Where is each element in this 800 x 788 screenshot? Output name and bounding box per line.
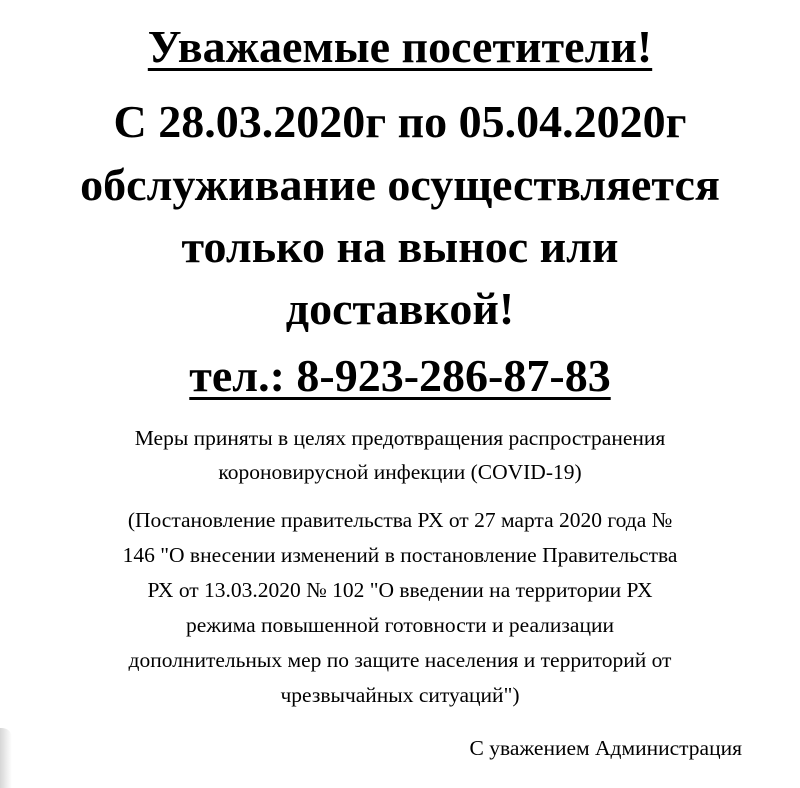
- headline-date-range: С 28.03.2020г по 05.04.2020г: [113, 96, 687, 147]
- decree-line-5: дополнительных мер по защите населения и территорий от: [128, 648, 672, 672]
- greeting-heading: Уважаемые посетители!: [147, 21, 653, 72]
- signature: С уважением Администрация: [469, 736, 742, 760]
- decree-line-1: (Постановление правительства РХ от 27 марта 2020 года №: [127, 508, 673, 532]
- decree-line-2: 146 "О внесении изменений в постановление Правительства: [122, 543, 678, 567]
- headline-line-4: доставкой!: [285, 283, 515, 334]
- decree-line-4: режима повышенной готовности и реализации: [186, 613, 614, 637]
- headline-line-2: обслуживание осуществляется: [80, 159, 720, 210]
- decree-line-3: РХ от 13.03.2020 № 102 "О введении на территории РХ: [147, 578, 653, 602]
- headline-line-3: только на вынос или: [181, 221, 619, 272]
- phone-number: тел.: 8-923-286-87-83: [189, 350, 611, 401]
- reason-line-2: короновирусной инфекции (COVID-19): [218, 460, 582, 484]
- decree-line-6: чрезвычайных ситуаций"): [280, 683, 520, 707]
- reason-line-1: Меры приняты в целях предотвращения распространения: [134, 426, 666, 450]
- page-edge-shadow: [0, 728, 12, 788]
